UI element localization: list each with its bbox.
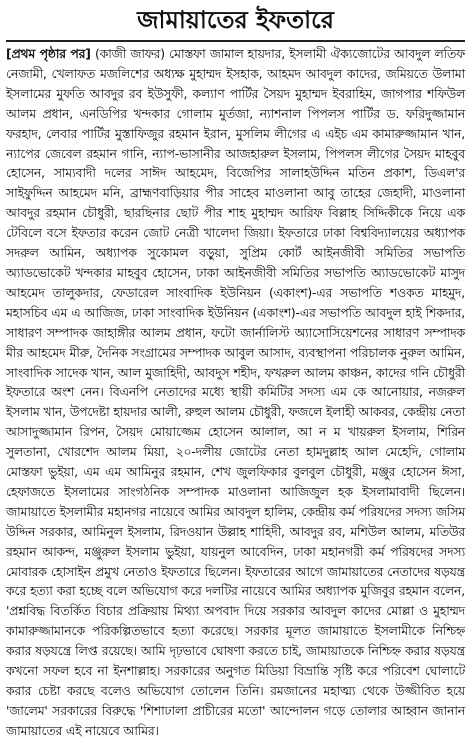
headline: জামায়াতের ইফতারে — [137, 6, 334, 34]
headline-bar — [6, 4, 465, 42]
article-body — [6, 44, 466, 738]
article-text: মোস্তফা জামাল হায়দার, ইসলামী ঐক্যজোটের আবদুল লতিফ নেজামী, খেলাফত মজলিশের অধ্যক্ষ মুহাম্মদ ইসহাক, আহমদ আবদুল কাদের, জমিয়তে উলামা ইসলামের মুফতি আবদুর রব ইউসুফী, কল্যাণ পার্টির সৈয়দ মুহাম্মদ ইবরাহিম, জাগপার শফিউল আলম প্রধান, এনডিপির খন্দকার গোলাম মুর্তজা, ন্যাশনাল পিপলস পার্টির ড. ফরিদুজ্জামান ফরহাদ, লেবার পার্টির মুস্তাফিজুর রহমান ইরান, মুসলিম লীগের এ এইচ এম কামারুজ্জামান খান, ন্যাপের জেবেল রহমান গানি, ন্যাপ-ভাসানীর আজহারুল ইসলাম, পিপলস লীগের সৈয়দ মাহবুব হোসেন, সাম্যবাদী দলের সাঈদ আহমেদ, বিজেপির সালাহউদ্দিন মতিন প্রকাশ, ডিএল'র সাইফুদ্দিন আহমেদ মনি, ব্রাহ্মণবাড়িয়ার পীর সাহেব মাওলানা আবু তাহের জেহাদী, মাওলানা আবদুর রহমান চৌধুরী, ছারছিনার ছোট পীর শাহ মুহাম্মদ আরিফ বিল্লাহ সিদ্দিকীকে নিয়ে এক টেবিলে বসে ইফতার করেন জোট নেত্রী খালেদা জিয়া। ইফতারে ঢাকা বিশ্ববিদ্যালয়ের অধ্যাপক সদরুল আমিন, অধ্যাপক সুকোমল বড়ুয়া, সুপ্রিম কোর্ট আইনজীবী সমিতির সভাপতি অ্যাডভোকেট খন্দকার মাহবুব হোসেন, ঢাকা আইনজীবী সমিতির সভাপতি অ্যাডভোকেট মাসুদ আহমেদ তালুকদার, ফেডারেল সাংবাদিক ইউনিয়ন (একাংশ)-এর সভাপতি শওকত মাহমুদ, মহাসচিব এম এ আজিজ, ঢাকা সাংবাদিক ইউনিয়ন (একাংশ)-এর সভাপতি আবদুল হাই শিকদার, সাধারণ সম্পাদক জাহাঙ্গীর আলম প্রধান, ফটো জার্নালিস্ট অ্যাসোসিয়েশনের সাধারণ সম্পাদক মীর আহমেদ মীরু, দৈনিক সংগ্রামের সম্পাদক আবুল আসাদ, ব্যবস্থাপনা পরিচালক নুরুল আমিন, সাংবাদিক সাদেক খান, আল মুজাহিদী, আবদুস শহীদ, ফখরুল আলম কাঞ্চন, কাদের গনি চৌধুরী ইফতারে অংশ নেন। বিএনপি নেতাদের মধ্যে স্থায়ী কমিটির সদস্য এম কে আনোয়ার, নজরুল ইসলাম খান, উপদেষ্টা হায়দার আলী, রুহুল আলম চৌধুরী, ফজলে ইলাহী আকবর, কেন্দ্রীয় নেতা আসাদুজ্জামান রিপন, সৈয়দ মোয়াজ্জেম হোসেন আলাল, আ ন ম খায়রুল ইসলাম, শিরিন সুলতানা, খোরশেদ আলম মিয়া, ২০-দলীয় জোটের নেতা হামদুল্লাহ আল মেহেদি, গোলাম মোস্তফা ভুইয়া, এম এম আমিনুর রহমান, শেখ জুলফিকার বুলবুল চৌধুরী, মঞ্জুর হোসেন ঈসা, হেফাজতে ইসলামের সাংগঠনিক সম্পাদক মাওলানা আজিজুল হক ইসলামাবাদী ছিলেন। জামায়াতে ইসলামীর মহানগর নায়েবে আমির আবদুল হালিম, কেন্দ্রীয় কর্ম পরিষদের সদস্য জসিম উদ্দিন সরকার, আমিনুল ইসলাম, রিদওয়ান উল্লাহ শাহিদী, আবদুর রব, মশিউল আলম, মতিউর রহমান আকন্দ, মঞ্জুরুল ইসলাম ভুইয়া, যায়নুল আবেদিন, ঢাকা মহানগরী কর্ম পরিষদের সদস্য মোবারক হোসাইন প্রমুখ নেতাও ইফতারে ছিলেন। ইফতারের আগে জামায়াতের নেতাদের ষড়যন্ত্র করে হত্যা করা হচ্ছে বলে অভিযোগ করে দলটির নায়েবে আমির অধ্যাপক মুজিবুর রহমান বলেন, 'প্রশ্নবিদ্ধ বিতর্কিত বিচার প্রক্রিয়ায় মিথ্যা অপবাদ দিয়ে সরকার আবদুল কাদের মোল্লা ও মুহাম্মদ কামারুজ্জামানকে পরিকল্পিতভাবে হত্যা করেছে। সরকার মূলত জামায়াতে ইসলামীকে নিশ্চিহ্ন করার ষড়যন্ত্রে লিপ্ত রয়েছে। আমি দৃঢ়ভাবে ঘোষণা করতে চাই, জামায়াতকে নিশ্চিহ্ন করার ষড়যন্ত্র কখনো সফল হবে না ইনশাল্লাহ। সরকারের অনুগত মিডিয়া বিভ্রান্তি সৃষ্টি করে পরিবেশ ঘোলাটে করার চেষ্টা করছে বলেও অভিযোগ তোলেন তিনি। রমজানের মহাত্ম্য থেকে উজ্জীবিত হয়ে 'জালেম' সরকারের বিরুদ্ধে 'শিশাঢালা প্রাচীরের মতো' আন্দোলন গড়ে তোলার আহ্বান জানান জামায়াতের এই নায়েবে আমির। — [6, 46, 466, 738]
byline: (কাজী জাফর) — [94, 46, 165, 61]
article-paragraph — [6, 44, 465, 741]
continuation-label: [প্রথম পৃষ্ঠার পর] — [6, 46, 91, 61]
